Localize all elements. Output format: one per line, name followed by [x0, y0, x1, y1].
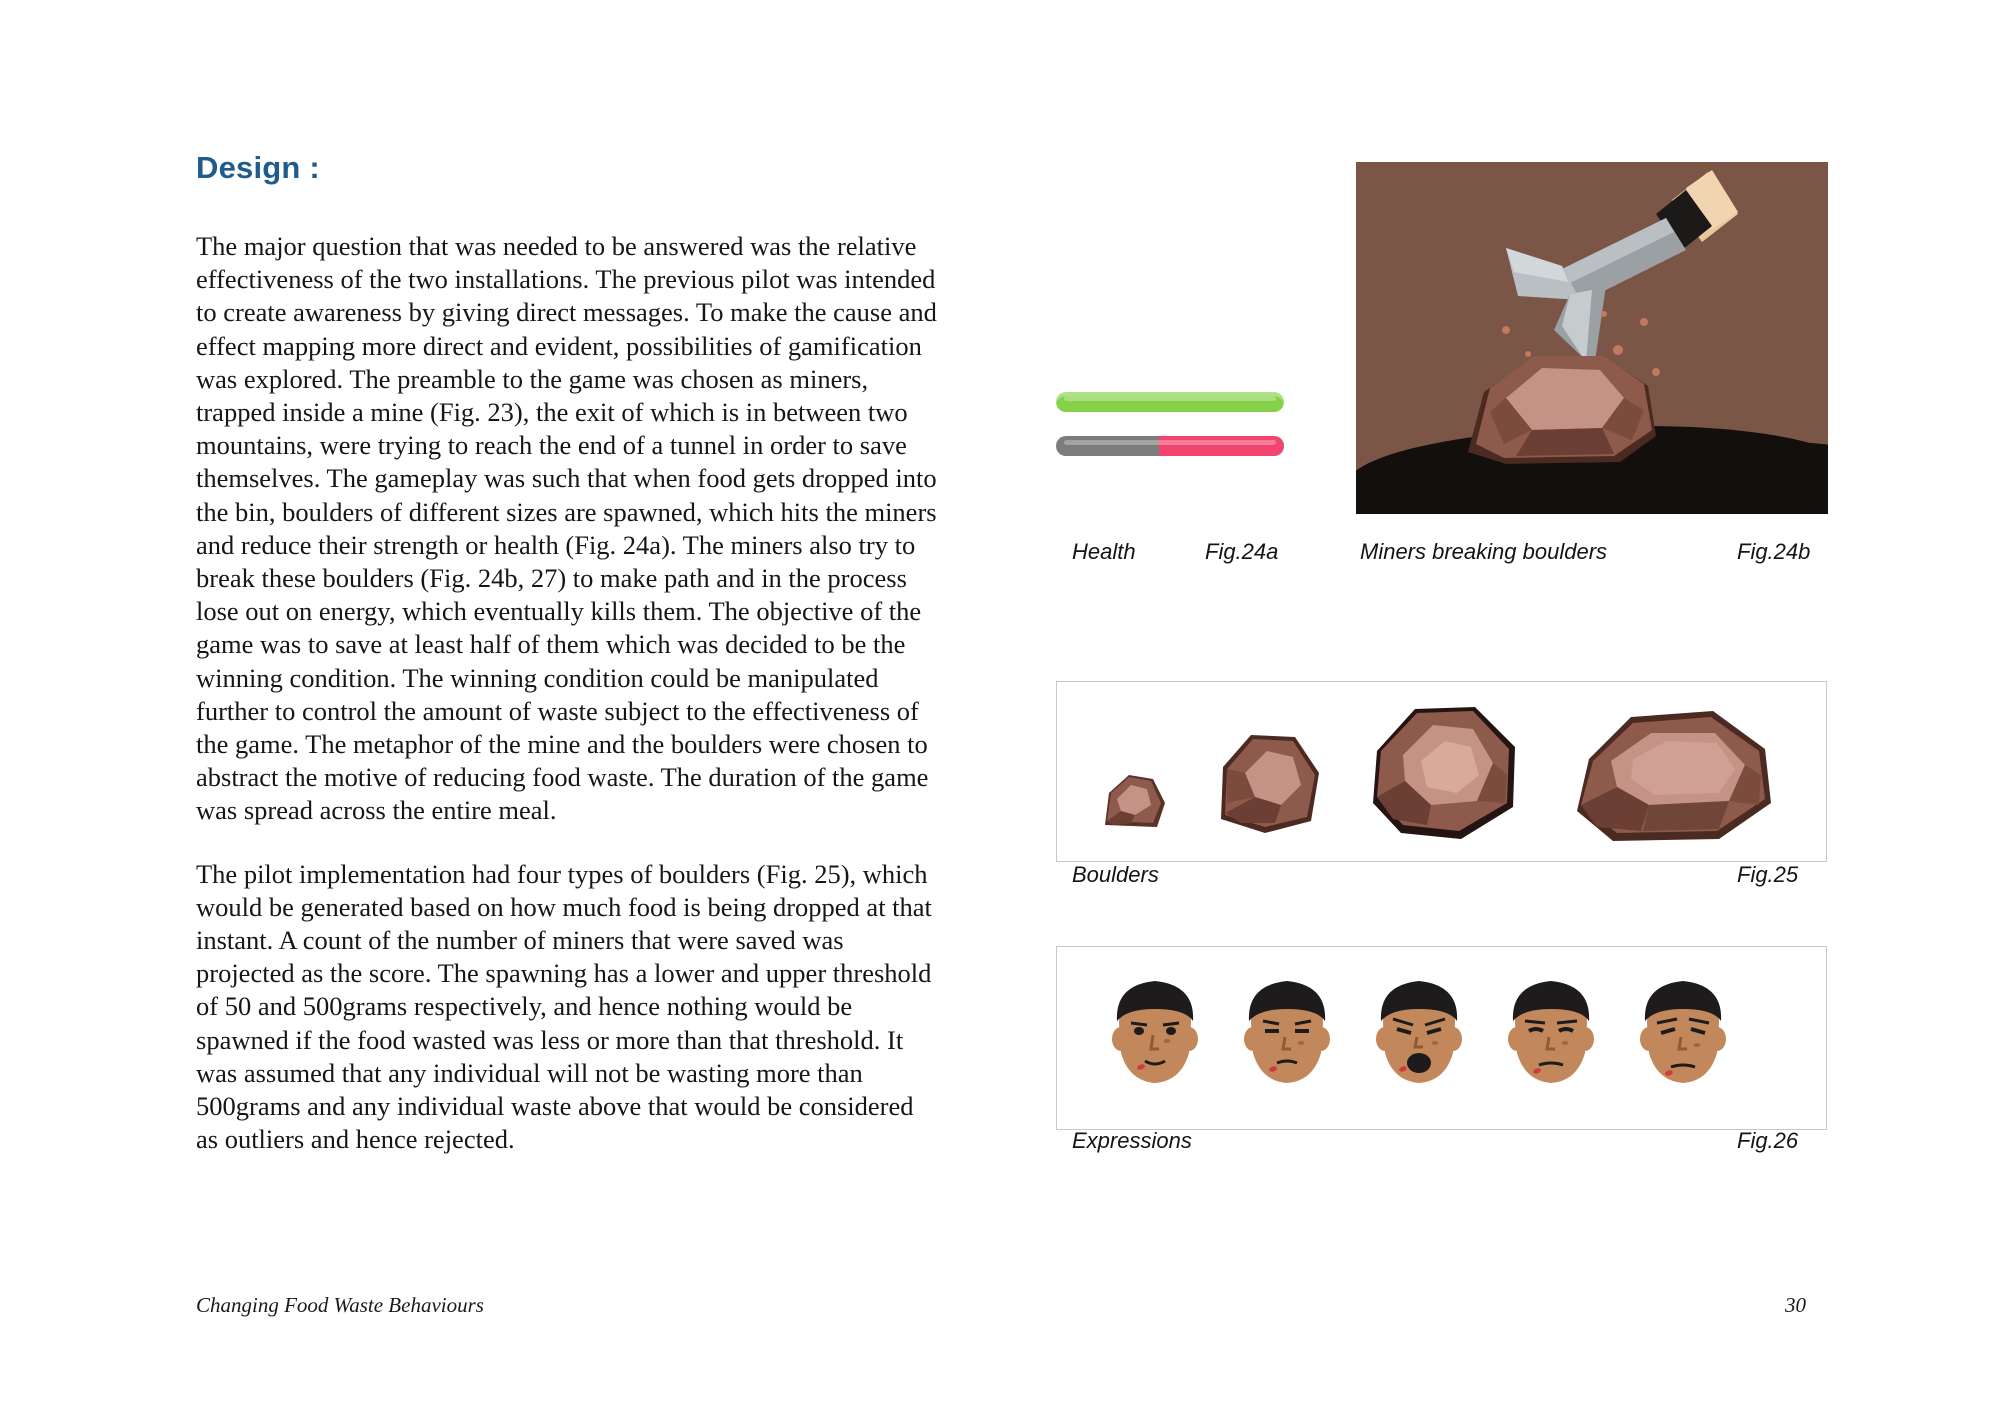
figure-24b-label: Fig.24b [1737, 539, 1811, 564]
left-text-column [196, 150, 941, 1186]
figure-26-caption: Expressions [1072, 1128, 1192, 1153]
figure-25-caption: Boulders [1072, 862, 1159, 887]
boulder-medium-icon [1211, 723, 1331, 845]
health-bar-full [1056, 392, 1284, 412]
footer-page-number: 30 [1785, 1293, 1806, 1317]
expression-hurt-icon [1497, 969, 1605, 1101]
expression-tired-icon [1233, 969, 1341, 1101]
expression-angry-icon [1629, 969, 1737, 1101]
body-paragraph-1: The major question that was needed to be answered was the relative effectiveness of the two installations. The previous pilot was intended to create awareness by giving direct messages. To make the cause and effect mapping more direct and evident, possibilities of gamification was explored. The preamble to the game was chosen as miners, trapped inside a mine (Fig. 23), the exit of which is in between two mountains, were trying to reach the end of a tunnel in order to save themselves. The gameplay was such that when food gets dropped into the bin, boulders of different sizes are spawned, which hits the miners and reduce their strength or health (Fig. 24a). The miners also try to break these boulders (Fig. 24b, 27) to make path and in the process lose out on energy, which eventually kills them. The objective of the game was to save at least half of them which was decided to be the winning condition. The winning condition could be manipulated further to control the amount of waste subject to the effectiveness of the game. The metaphor of the mine and the boulders were chosen to abstract the motive of reducing food waste. The duration of the game was spread across the entire meal. [196, 231, 937, 826]
figure-health-bars [1056, 392, 1286, 456]
boulder-small-icon [1095, 759, 1175, 839]
figure-24b-caption: Miners breaking boulders [1360, 539, 1608, 564]
figure-24a-caption: Health [1072, 539, 1136, 564]
expression-neutral-icon [1101, 969, 1209, 1101]
footer-title: Changing Food Waste Behaviours [196, 1293, 484, 1317]
scene-boulder [1356, 162, 1828, 514]
body-paragraph-2: The pilot implementation had four types of boulders (Fig. 25), which would be generated based on how much food is being dropped at that instant. A count of the number of miners that were saved was projected as the score. The spawning has a lower and upper threshold of 50 and 500grams respectively, and hence nothing would be spawned if the food wasted was less or more than that threshold. It was assumed that any individual will not be wasting more than 500grams and any individual waste above that would be considered as outliers and hence rejected. [196, 858, 932, 1155]
page-title: Design : [196, 150, 320, 185]
figure-boulders-panel [1056, 681, 1827, 862]
health-bar-damaged [1056, 436, 1284, 456]
figure-24a-label: Fig.24a [1205, 539, 1279, 564]
boulder-large-icon [1365, 699, 1527, 849]
health-bar-damaged-fill [1159, 436, 1284, 456]
health-bar-damaged-gloss [1064, 440, 1276, 445]
figure-25-label: Fig.25 [1737, 862, 1799, 887]
health-bar-gloss [1064, 396, 1276, 401]
boulder-extra-large-icon [1569, 703, 1781, 849]
figure-expressions-panel [1056, 946, 1827, 1130]
figure-miners-breaking-boulders [1356, 162, 1828, 514]
expression-shouting-icon [1365, 969, 1473, 1101]
figure-26-label: Fig.26 [1737, 1128, 1799, 1153]
